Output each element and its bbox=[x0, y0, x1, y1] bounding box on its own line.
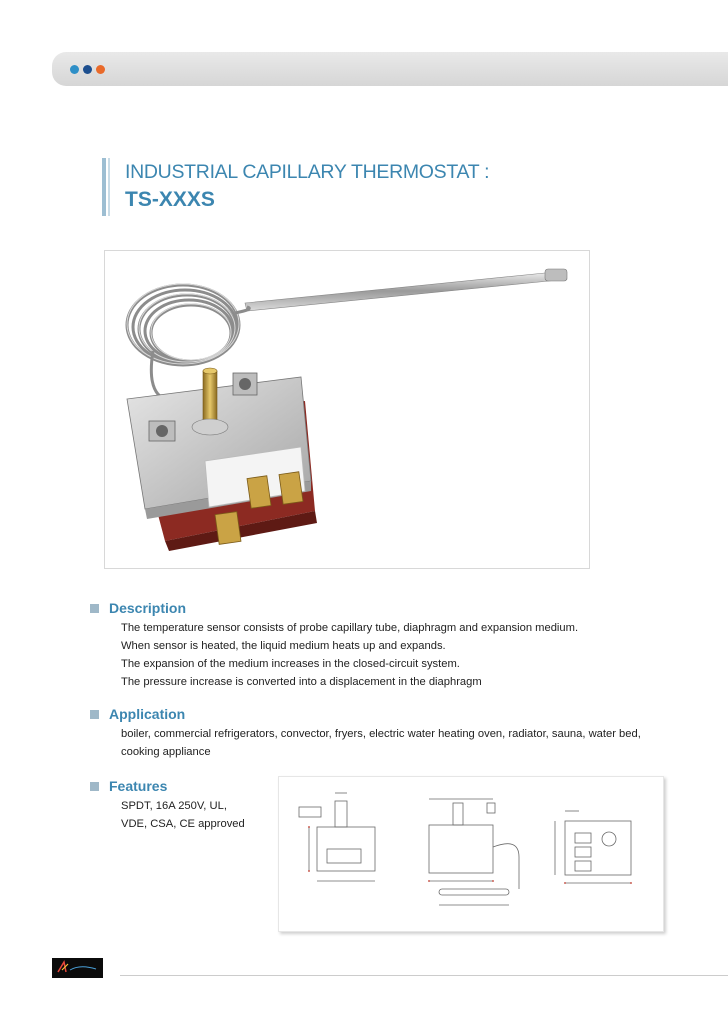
description-body bbox=[121, 619, 578, 691]
application-section bbox=[90, 706, 641, 761]
company-logo bbox=[52, 958, 103, 978]
title-accent-bar-light bbox=[108, 158, 110, 216]
page-title: INDUSTRIAL CAPILLARY THERMOSTAT : bbox=[125, 161, 490, 183]
application-body bbox=[121, 725, 641, 761]
thermostat-image bbox=[105, 251, 589, 568]
logo-mark-icon bbox=[52, 958, 103, 978]
description-line: The pressure increase is converted into a displacement in the diaphragm bbox=[121, 676, 482, 688]
model-number: TS-XXXS bbox=[125, 188, 215, 211]
dimension-drawing bbox=[279, 777, 663, 931]
bullet-square-icon bbox=[90, 604, 99, 613]
description-line: The expansion of the medium increases in the closed-circuit system. bbox=[121, 658, 460, 670]
header-bar bbox=[52, 52, 728, 86]
bullet-square-icon bbox=[90, 710, 99, 719]
title-accent-bar bbox=[102, 158, 106, 216]
description-line: When sensor is heated, the liquid medium heats up and expands. bbox=[121, 640, 446, 652]
features-heading: Features bbox=[109, 778, 168, 794]
footer-rule bbox=[120, 975, 728, 976]
features-line: SPDT, 16A 250V, UL, bbox=[121, 800, 227, 812]
application-line: boiler, commercial refrigerators, convector, fryers, electric water heating oven, radiator, sauna, water bed, bbox=[121, 728, 641, 740]
features-section bbox=[90, 778, 245, 833]
product-photo bbox=[104, 250, 590, 569]
header-dot-blue-icon bbox=[70, 65, 79, 74]
description-section bbox=[90, 600, 578, 691]
technical-drawing bbox=[278, 776, 664, 932]
description-line: The temperature sensor consists of probe capillary tube, diaphragm and expansion medium. bbox=[121, 622, 579, 634]
features-body bbox=[121, 797, 245, 833]
application-heading: Application bbox=[109, 706, 186, 722]
header-dot-navy-icon bbox=[83, 65, 92, 74]
bullet-square-icon bbox=[90, 782, 99, 791]
application-line: cooking appliance bbox=[121, 746, 211, 758]
description-heading: Description bbox=[109, 600, 187, 616]
header-dot-orange-icon bbox=[96, 65, 105, 74]
features-line: VDE, CSA, CE approved bbox=[121, 818, 245, 830]
